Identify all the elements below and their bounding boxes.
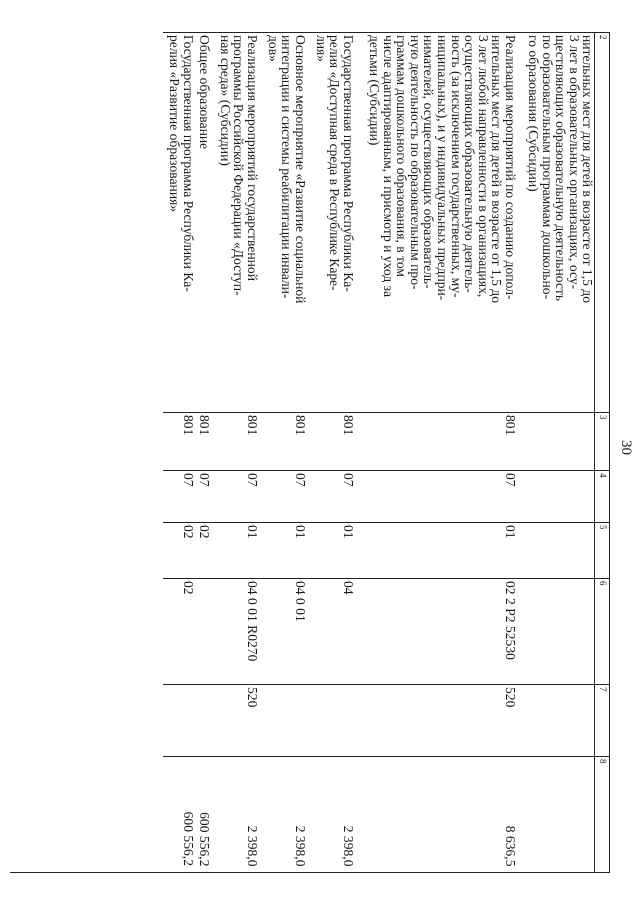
row-name: Государственная программа Республики Ка- релия «Доступная среда в Республике Каре- лия» xyxy=(307,33,355,413)
row-sum: 600 556,2 xyxy=(163,757,195,873)
row-csr: 04 0 01 R0270 xyxy=(211,579,259,685)
table-row xyxy=(163,33,195,873)
row-sum: 8 636,5 xyxy=(355,757,517,873)
column-header-3: 3 xyxy=(595,413,610,471)
row-grbs: 801 xyxy=(355,413,517,471)
row-sum: 2 398,0 xyxy=(211,757,259,873)
row-name: Реализация мероприятий государственной программы Российской Федерации «Доступ- ная среда» (Субсидии) xyxy=(211,33,259,413)
table-right-border xyxy=(10,872,610,873)
row-vr xyxy=(307,685,355,757)
row-rz: 07 xyxy=(259,471,307,523)
budget-table xyxy=(163,32,610,873)
row-rz: 07 xyxy=(163,471,195,523)
header-row xyxy=(595,33,610,873)
column-header-4: 4 xyxy=(595,471,610,523)
row-sum: 2 398,0 xyxy=(259,757,307,873)
column-header-2: 2 xyxy=(595,33,610,413)
row-grbs: 801 xyxy=(195,413,211,471)
row-vr xyxy=(259,685,307,757)
row-sum: 2 398,0 xyxy=(307,757,355,873)
row-pr xyxy=(517,523,595,579)
row-vr xyxy=(163,685,195,757)
row-pr: 02 xyxy=(195,523,211,579)
row-rz: 07 xyxy=(211,471,259,523)
column-header-7: 7 xyxy=(595,685,610,757)
table-row xyxy=(211,33,259,873)
table-body xyxy=(163,33,595,873)
row-grbs xyxy=(517,413,595,471)
row-csr: 04 xyxy=(307,579,355,685)
row-name: Реализация мероприятий по созданию допол- нительных мест для детей в возрасте от 1,5 до 3 лет любой направленности в организациях, осуществляющих образовательную деятель- ность (за исключением государственных, му- ниципальных), и у индивидуальных предпри- нимателей, осуществляющих образователь- ную деятельность по образовательным про- граммам дошкольного образования, в том числе адаптированным, и присмотр и уход за детьми (Субсидии) xyxy=(355,33,517,413)
row-vr xyxy=(517,685,595,757)
column-header-6: 6 xyxy=(595,579,610,685)
table-row xyxy=(195,33,211,873)
table-row xyxy=(517,33,595,873)
row-rz xyxy=(517,471,595,523)
row-grbs: 801 xyxy=(307,413,355,471)
row-grbs: 801 xyxy=(211,413,259,471)
table-row xyxy=(307,33,355,873)
page-number: 30 xyxy=(618,440,634,455)
row-name: Основное мероприятие «Развитие социальной интеграции и системы реабилитации инвали- дов» xyxy=(259,33,307,413)
row-name: нительных мест для детей в возрасте от 1,5 до 3 лет в образовательных организациях, осу- ществляющих образовательную деятельность по образовательным программам дошкольно- го образования (Субсидии) xyxy=(517,33,595,413)
row-pr: 02 xyxy=(163,523,195,579)
row-grbs: 801 xyxy=(163,413,195,471)
row-rz: 07 xyxy=(307,471,355,523)
row-pr: 01 xyxy=(307,523,355,579)
row-name: Общее образование xyxy=(195,33,211,413)
row-csr: 02 xyxy=(163,579,195,685)
row-csr xyxy=(517,579,595,685)
column-header-5: 5 xyxy=(595,523,610,579)
row-vr xyxy=(195,685,211,757)
row-grbs: 801 xyxy=(259,413,307,471)
row-csr: 04 0 01 xyxy=(259,579,307,685)
row-vr: 520 xyxy=(355,685,517,757)
row-sum: 600 556,2 xyxy=(195,757,211,873)
row-vr: 520 xyxy=(211,685,259,757)
row-sum xyxy=(517,757,595,873)
column-header-8: 8 xyxy=(595,757,610,873)
row-pr: 01 xyxy=(211,523,259,579)
row-pr: 01 xyxy=(355,523,517,579)
row-csr: 02 2 P2 52530 xyxy=(355,579,517,685)
row-pr: 01 xyxy=(259,523,307,579)
row-rz: 07 xyxy=(195,471,211,523)
row-csr xyxy=(195,579,211,685)
table-row xyxy=(259,33,307,873)
table-row xyxy=(355,33,517,873)
row-rz: 07 xyxy=(355,471,517,523)
row-name: Государственная программа Республики Ка- релия «Развитие образования» xyxy=(163,33,195,413)
